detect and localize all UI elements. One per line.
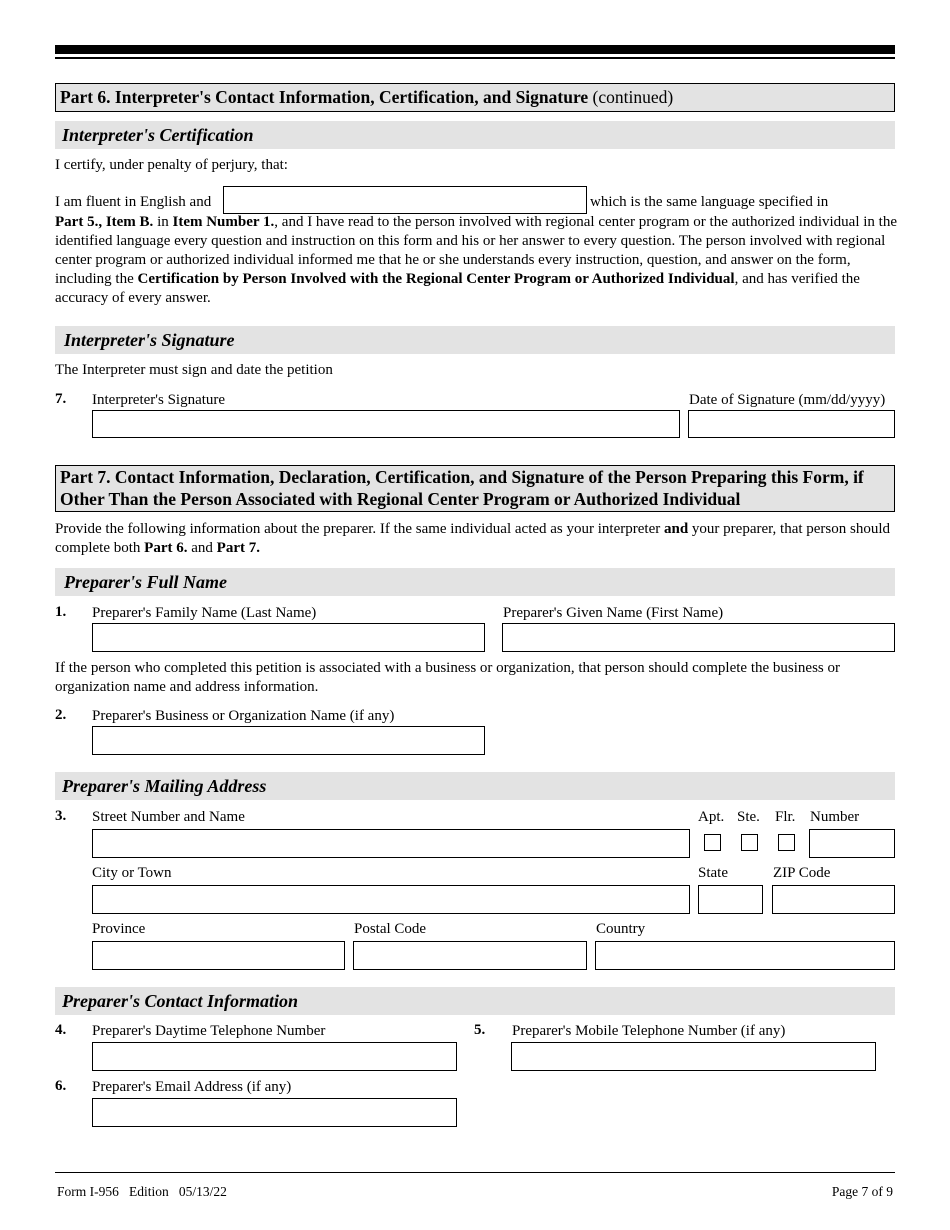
daytime-phone-field[interactable] [92,1042,457,1071]
country-label: Country [596,921,646,937]
section-preparer-mailing-address: Preparer's Mailing Address [55,772,895,800]
certify-text: I certify, under penalty of perjury, that: [55,157,288,173]
item-5-number: 5. [474,1022,486,1038]
province-field[interactable] [92,941,345,970]
zip-label: ZIP Code [773,865,831,881]
business-name-field[interactable] [92,726,485,755]
state-select[interactable] [698,885,763,914]
item-2-number: 2. [55,707,67,723]
unit-number-field[interactable] [809,829,895,858]
mobile-phone-label: Preparer's Mobile Telephone Number (if any) [512,1023,786,1039]
footer-page-number: Page 7 of 9 [831,1184,893,1199]
city-field[interactable] [92,885,690,914]
item-4-number: 4. [55,1022,67,1038]
email-field[interactable] [92,1098,457,1127]
item-6-number: 6. [55,1078,67,1094]
province-label: Province [92,921,146,937]
footer-form-edition: Form I-956 Edition 05/13/22 [57,1184,227,1199]
family-name-field[interactable] [92,623,485,652]
top-rule-thick [55,45,895,54]
fluent-suffix: which is the same language specified in [590,194,829,210]
part7-intro: Provide the following information about the preparer. If the same individual acted as your interpreter and your preparer, that person should complete both Part 6. and Part 7. [55,521,891,556]
city-label: City or Town [92,865,172,881]
part6-header [55,83,895,112]
date-of-signature-label: Date of Signature (mm/dd/yyyy) [689,392,886,408]
interpreter-signature-field[interactable] [92,410,680,438]
section-interpreter-certification: Interpreter's Certification [55,121,895,149]
street-field[interactable] [92,829,690,858]
email-label: Preparer's Email Address (if any) [92,1079,292,1095]
given-name-label: Preparer's Given Name (First Name) [503,605,724,621]
interpreter-signature-label: Interpreter's Signature [92,392,226,408]
top-rule-thin [55,57,895,59]
section-interpreter-signature: Interpreter's Signature [55,326,895,354]
given-name-field[interactable] [502,623,895,652]
part6-title-suffix: (continued) [588,87,674,107]
apt-checkbox[interactable] [704,834,721,851]
mobile-phone-field[interactable] [511,1042,876,1071]
country-field[interactable] [595,941,895,970]
postal-code-field[interactable] [353,941,587,970]
business-name-label: Preparer's Business or Organization Name (if any) [92,708,395,724]
flr-checkbox[interactable] [778,834,795,851]
item-7-number: 7. [55,391,67,407]
state-label: State [698,865,728,881]
number-label: Number [810,809,860,825]
ste-checkbox[interactable] [741,834,758,851]
footer-rule [55,1172,895,1173]
zip-field[interactable] [772,885,895,914]
daytime-phone-label: Preparer's Daytime Telephone Number [92,1023,326,1039]
language-input[interactable] [223,186,587,214]
must-sign-text: The Interpreter must sign and date the petition [55,362,333,378]
flr-label: Flr. [775,809,796,825]
part6-title: Part 6. Interpreter's Contact Information, Certification, and Signature [60,87,589,107]
family-name-label: Preparer's Family Name (Last Name) [92,605,317,621]
part7-header: Part 7. Contact Information, Declaration, Certification, and Signature of the Person Preparing this Form, if Other Than the Person Associated with Regional Center Program or Authorized Individual [55,465,895,512]
certification-paragraph: Part 5., Item B. in Item Number 1., and I have read to the person involved with regional center program or the authorized individual in the identified language every question and instruction on this form and his or her answer to every question. The person involved with regional center program or authorized individual informed me that he or she understands every instruction, question, and answer on the form, including the Certification by Person Involved with the Regional Center Program or Authorized Individual, and has verified the accuracy of every answer. [55,214,897,306]
fluent-prefix: I am fluent in English and [55,194,212,210]
business-note: If the person who completed this petition is associated with a business or organization, that person should complete the business or organization name and address information. [55,660,840,695]
date-of-signature-field[interactable] [688,410,895,438]
postal-code-label: Postal Code [354,921,427,937]
street-label: Street Number and Name [92,809,245,825]
item-1-number: 1. [55,604,67,620]
ste-label: Ste. [737,809,760,825]
section-preparer-full-name: Preparer's Full Name [55,568,895,596]
item-3-number: 3. [55,808,67,824]
section-preparer-contact-information: Preparer's Contact Information [55,987,895,1015]
apt-label: Apt. [698,809,725,825]
